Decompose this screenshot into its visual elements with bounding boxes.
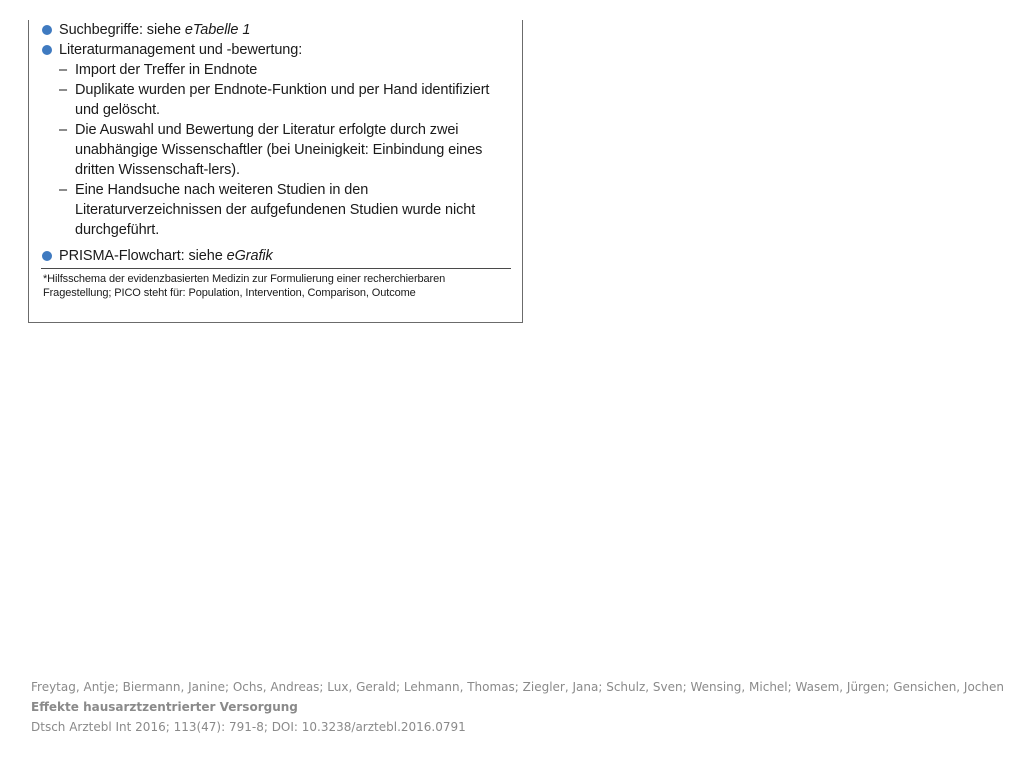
bullet-icon — [42, 45, 52, 55]
figure-reference-link: eGrafik — [226, 248, 273, 264]
methods-box — [28, 20, 523, 323]
methods-list — [41, 20, 511, 266]
citation-authors: Freytag, Antje; Biermann, Janine; Ochs, Andreas; Lux, Gerald; Lehmann, Thomas; Ziegler, Jana; Schulz, Sven; Wensing, Michel; Wasem, Jürgen; Gensichen, Jochen — [31, 680, 1005, 694]
footnote: *Hilfsschema der evidenzbasierten Medizin zur Formulierung einer recherchierbaren Fragestellung; PICO steht für: Population, Intervention, Comparison, Outcome — [43, 273, 446, 299]
sub-item-text: Eine Handsuche nach weiteren Studien in den Literaturverzeichnissen der aufgefundenen Studien wurde nicht durchgeführt. — [75, 182, 476, 238]
table-reference-link: eTabelle 1 — [184, 22, 251, 38]
dash-icon: – — [59, 122, 67, 138]
footnote-divider — [41, 268, 511, 269]
sub-item-import — [41, 60, 511, 80]
sub-item-selection — [41, 120, 511, 180]
bullet-icon — [42, 25, 52, 35]
list-item-search-terms — [41, 20, 511, 40]
list-item-text: PRISMA-Flowchart: siehe — [59, 248, 227, 264]
list-item-text: Literaturmanagement und -bewertung: — [59, 42, 303, 58]
dash-icon: – — [59, 62, 67, 78]
sub-item-hand-search — [41, 180, 511, 240]
dash-icon: – — [59, 182, 67, 198]
citation-title: Effekte hausarztzentrierter Versorgung — [31, 700, 298, 714]
sub-item-duplicates — [41, 80, 511, 120]
list-item-text: Suchbegriffe: siehe — [59, 22, 185, 38]
citation-block — [31, 677, 1011, 737]
list-item-prisma — [41, 246, 511, 266]
sub-item-text: Duplikate wurden per Endnote-Funktion und per Hand identifiziert und gelöscht. — [75, 82, 490, 118]
list-item-literature-management — [41, 40, 511, 60]
sub-item-text: Import der Treffer in Endnote — [75, 62, 258, 78]
sub-item-text: Die Auswahl und Bewertung der Literatur erfolgte durch zwei unabhängige Wissenschaftler (bei Uneinigkeit: Einbindung eines dritten Wissenschaft-lers). — [75, 122, 483, 178]
dash-icon: – — [59, 82, 67, 98]
citation-source: Dtsch Arztebl Int 2016; 113(47): 791-8; DOI: 10.3238/arztebl.2016.0791 — [31, 720, 466, 734]
bullet-icon — [42, 251, 52, 261]
